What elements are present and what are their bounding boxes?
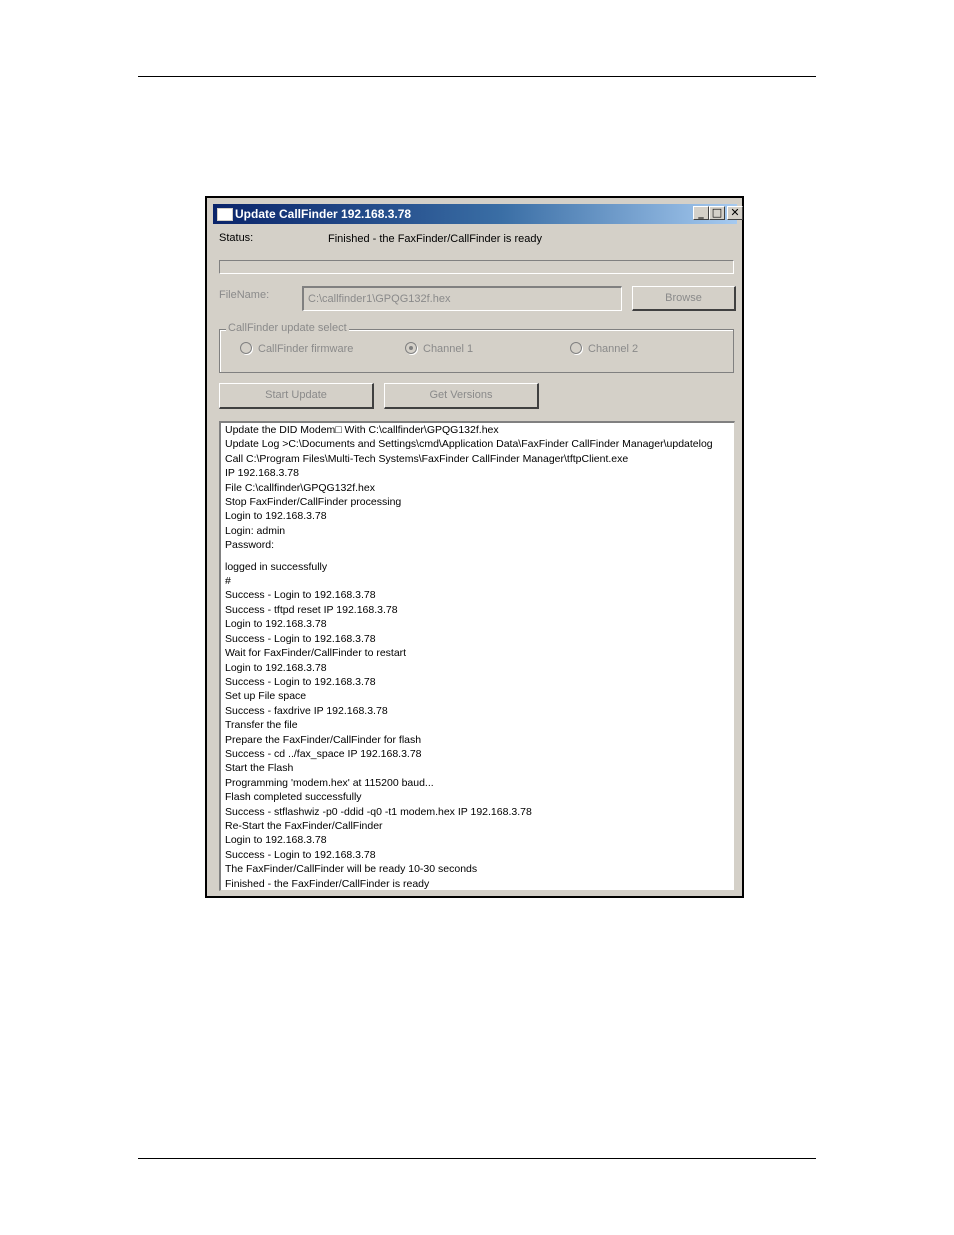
log-line: Programming 'modem.hex' at 115200 baud... bbox=[225, 776, 434, 789]
start-update-button[interactable]: Start Update bbox=[219, 383, 374, 409]
log-line: Login: admin bbox=[225, 524, 286, 537]
maximize-button[interactable]: □ bbox=[709, 206, 725, 220]
minimize-button[interactable]: _ bbox=[693, 206, 709, 220]
log-line: IP 192.168.3.78 bbox=[225, 467, 299, 480]
log-line: Flash completed successfully bbox=[225, 791, 362, 804]
log-line: Start the Flash bbox=[225, 762, 294, 775]
log-line: Update Log >C:\Documents and Settings\cmd\Application Data\FaxFinder CallFinder Manager\updatelog bbox=[225, 438, 713, 451]
log-line: Success - Login to 192.168.3.78 bbox=[225, 632, 376, 645]
window-icon bbox=[217, 208, 233, 221]
radio-channel-2[interactable] bbox=[570, 342, 582, 354]
radio-channel-1[interactable] bbox=[405, 342, 417, 354]
status-label: Status: bbox=[219, 232, 254, 244]
update-log[interactable] bbox=[219, 421, 735, 891]
log-line: Update the DID Modem□ With C:\callfinder\GPQG132f.hex bbox=[225, 424, 499, 436]
filename-field[interactable]: C:\callfinder1\GPQG132f.hex bbox=[302, 286, 622, 311]
page-header-rule bbox=[138, 76, 816, 77]
update-select-legend: CallFinder update select bbox=[228, 322, 347, 334]
log-line: Prepare the FaxFinder/CallFinder for flash bbox=[225, 733, 422, 746]
radio-callfinder-firmware[interactable] bbox=[240, 342, 252, 354]
close-button[interactable]: ✕ bbox=[727, 206, 743, 220]
update-select-group bbox=[219, 322, 734, 373]
log-line: Success - cd ../fax_space IP 192.168.3.78 bbox=[225, 747, 422, 760]
log-line: Success - tftpd reset IP 192.168.3.78 bbox=[225, 603, 398, 616]
log-line: The FaxFinder/CallFinder will be ready 10-30 seconds bbox=[225, 863, 478, 876]
log-line: Transfer the file bbox=[225, 719, 298, 732]
log-line: Re-Start the FaxFinder/CallFinder bbox=[225, 819, 383, 832]
log-line: Stop FaxFinder/CallFinder processing bbox=[225, 496, 402, 509]
log-line: Login to 192.168.3.78 bbox=[225, 661, 327, 674]
log-line: Success - Login to 192.168.3.78 bbox=[225, 675, 376, 688]
log-line: File C:\callfinder\GPQG132f.hex bbox=[225, 481, 375, 494]
log-line: Success - Login to 192.168.3.78 bbox=[225, 848, 376, 861]
filename-label: FileName: bbox=[219, 289, 270, 301]
title-bar[interactable] bbox=[213, 204, 740, 224]
radio-dot bbox=[409, 346, 413, 350]
log-line: # bbox=[225, 575, 231, 588]
log-line: Success - Login to 192.168.3.78 bbox=[225, 589, 376, 602]
log-line: Finished - the FaxFinder/CallFinder is ready bbox=[225, 877, 430, 890]
get-versions-button[interactable]: Get Versions bbox=[384, 383, 539, 409]
log-line: Set up File space bbox=[225, 690, 307, 703]
log-line: Success - faxdrive IP 192.168.3.78 bbox=[225, 704, 388, 717]
log-line: Login to 192.168.3.78 bbox=[225, 510, 327, 523]
radio-label-channel-1[interactable]: Channel 1 bbox=[423, 343, 474, 355]
log-line: logged in successfully bbox=[225, 560, 328, 573]
log-line bbox=[221, 553, 734, 560]
log-line: Login to 192.168.3.78 bbox=[225, 834, 327, 847]
radio-label-channel-2[interactable]: Channel 2 bbox=[588, 343, 639, 355]
log-line: Call C:\Program Files\Multi-Tech Systems\FaxFinder CallFinder Manager\tftpClient.exe bbox=[225, 452, 629, 465]
page-footer-rule bbox=[138, 1158, 816, 1159]
radio-label-callfinder-firmware[interactable]: CallFinder firmware bbox=[258, 343, 354, 355]
window-title: Update CallFinder 192.168.3.78 bbox=[235, 207, 412, 221]
update-callfinder-dialog bbox=[205, 196, 744, 898]
log-line: Password: bbox=[225, 539, 275, 552]
log-line: Wait for FaxFinder/CallFinder to restart bbox=[225, 647, 407, 660]
browse-button[interactable]: Browse bbox=[632, 286, 736, 311]
progress-bar bbox=[219, 260, 734, 274]
status-value: Finished - the FaxFinder/CallFinder is ready bbox=[328, 233, 542, 245]
log-line: Success - stflashwiz -p0 -ddid -q0 -t1 modem.hex IP 192.168.3.78 bbox=[225, 805, 532, 818]
log-line: Login to 192.168.3.78 bbox=[225, 618, 327, 631]
